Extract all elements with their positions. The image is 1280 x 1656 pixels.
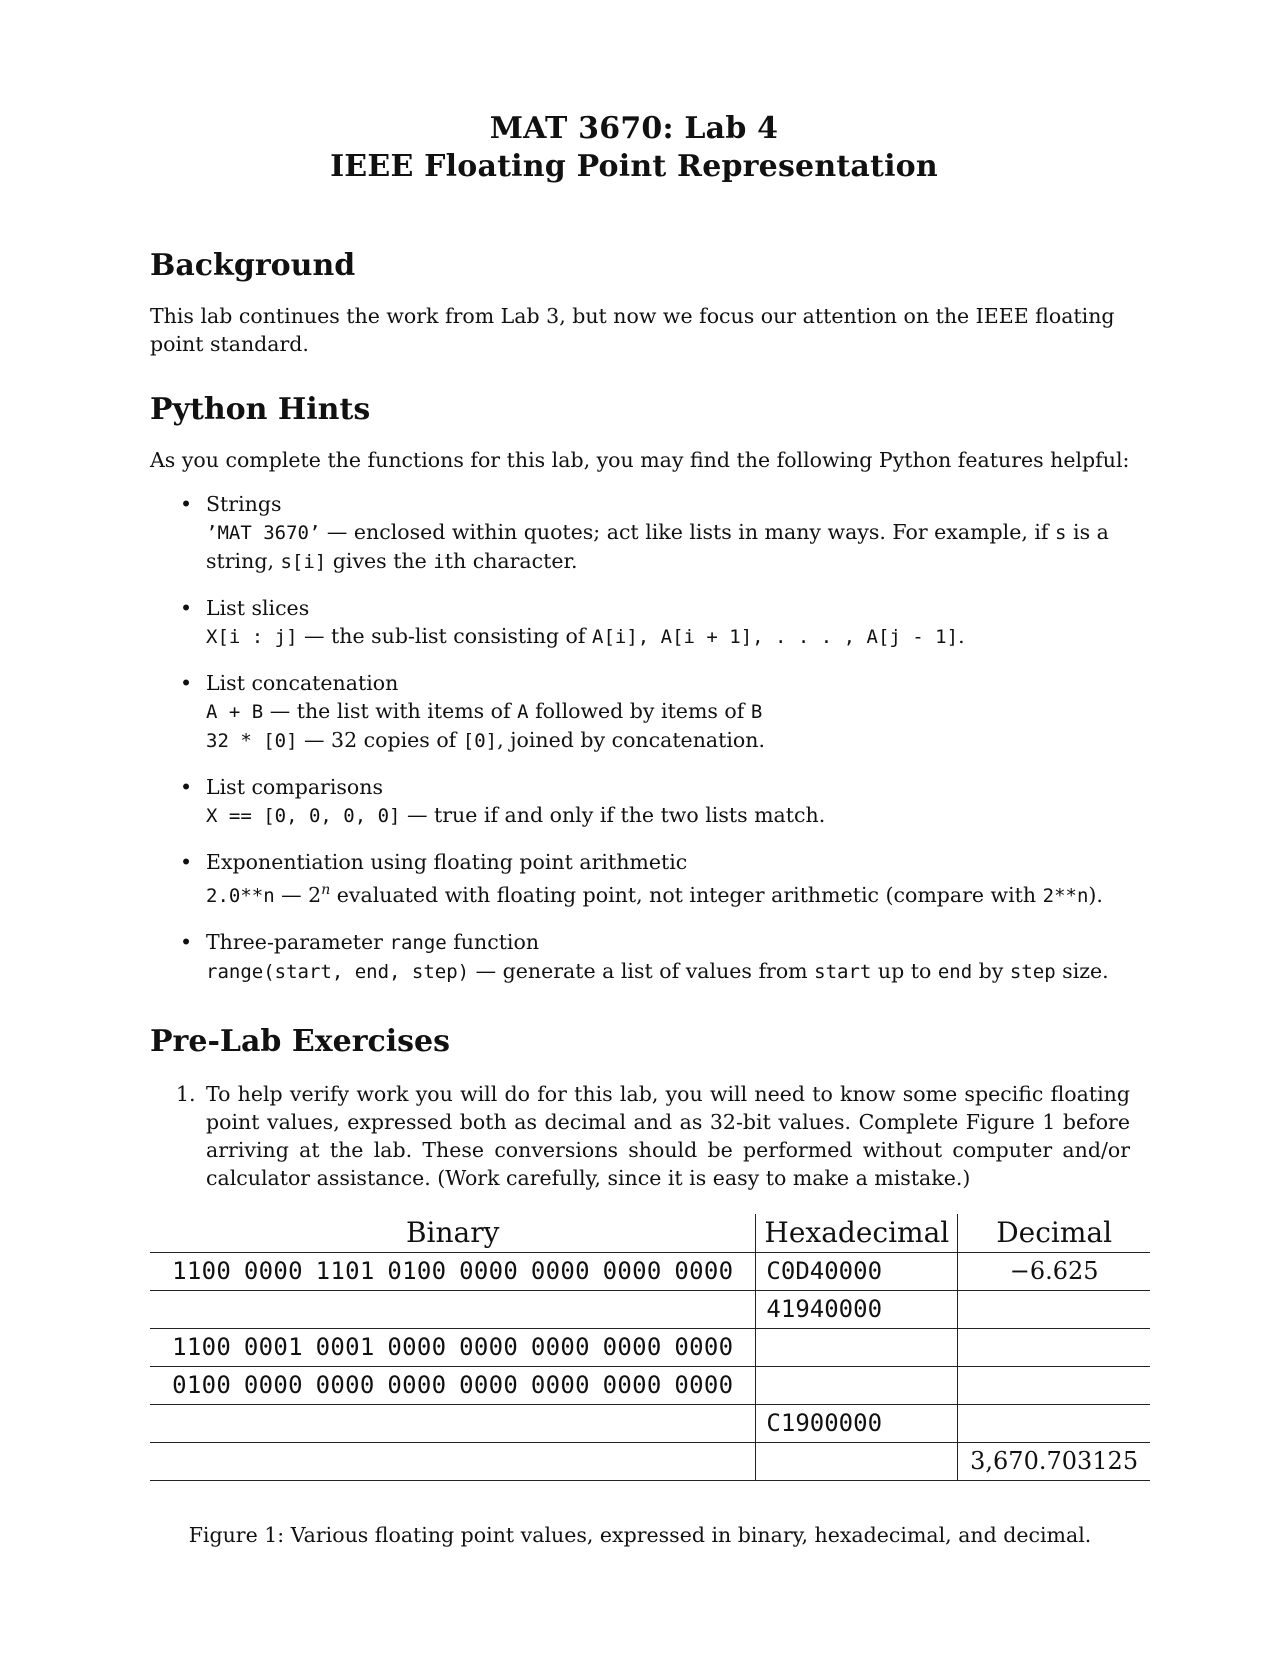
cell-decimal: 3,670.703125 [958, 1442, 1150, 1480]
hint-text: — the list with items of [263, 699, 518, 723]
hint-code: 32 * [0] [206, 730, 298, 752]
list-item [150, 669, 1130, 755]
hint-text: gives the [326, 549, 434, 573]
cell-hex: 41940000 [756, 1290, 958, 1328]
hint-text: ). [1088, 882, 1103, 907]
hint-detail [206, 726, 1130, 755]
python-hints-list [150, 490, 1130, 986]
list-item [150, 490, 1130, 576]
hint-code: [0] [462, 730, 498, 752]
cell-hex: C1900000 [756, 1404, 958, 1442]
cell-decimal [958, 1404, 1150, 1442]
cell-decimal [958, 1290, 1150, 1328]
list-item [150, 594, 1130, 651]
hint-text: — true if and only if the two lists match. [400, 803, 826, 827]
cell-hex: C0D40000 [756, 1252, 958, 1290]
hint-code: A[i], A[i + 1], . . . , A[j - 1] [592, 626, 959, 648]
hint-title-text: function [446, 929, 540, 954]
hint-code: X == [0, 0, 0, 0] [206, 805, 401, 827]
header-binary: Binary [405, 1216, 500, 1250]
hint-superscript: n [321, 882, 331, 898]
hint-text: th character. [444, 549, 578, 573]
cell-hex [756, 1328, 958, 1366]
cell-binary: 1100 0000 1101 0100 0000 0000 0000 0000 [150, 1252, 756, 1290]
table-row [150, 1404, 1150, 1442]
hint-text: evaluated with floating point, not integer arithmetic (compare with [330, 882, 1043, 907]
bullet-icon: • [180, 492, 193, 516]
bullet-icon: • [180, 929, 193, 954]
table-row [150, 1328, 1150, 1366]
hint-code: X[i : j] [206, 626, 298, 648]
table-header-row [150, 1214, 1150, 1253]
hint-code: ’MAT 3670’ [206, 522, 321, 544]
hint-code: step [1009, 960, 1056, 983]
hint-text: — the sub-list consisting of [297, 624, 593, 648]
hint-text: size. [1055, 958, 1109, 983]
hint-code: B [750, 701, 763, 723]
hint-text: — 32 copies of [297, 728, 463, 752]
hint-text: followed by items of [528, 699, 751, 723]
prelab-heading: Pre-Lab Exercises [150, 1023, 451, 1059]
table-row [150, 1442, 1150, 1480]
exercise-text: To help verify work you will do for this lab, you will need to know some specific floating point values, expressed both as decimal and as 32-bit values. Complete Figure 1 before arriving at the lab. These conversions should be performed without computer and/or calculator assistance. (Work carefully, since it is easy to make a mistake.) [206, 1081, 1130, 1190]
hint-detail [206, 697, 1130, 726]
background-heading: Background [150, 248, 356, 283]
background-text: This lab continues the work from Lab 3, but now we focus our attention on the IEEE floating point standard. [150, 304, 1115, 356]
hint-title: List comparisons [206, 775, 383, 799]
cell-binary: 1100 0001 0001 0000 0000 0000 0000 0000 [150, 1328, 756, 1366]
header-hexadecimal: Hexadecimal [756, 1214, 958, 1253]
table-row [150, 1290, 1150, 1328]
hint-code: i [433, 551, 445, 573]
bullet-icon: • [180, 596, 193, 620]
hint-title: List slices [206, 596, 310, 620]
conversion-table [150, 1214, 1150, 1481]
hint-code: range(start, end, step) [206, 960, 470, 983]
hint-code: A [517, 701, 529, 723]
list-item [150, 1080, 1130, 1192]
hint-text: — enclosed within quotes; act like lists in many ways. For example, if [320, 520, 1056, 544]
hint-detail [206, 518, 1130, 576]
bullet-icon: • [180, 775, 193, 799]
hint-text: by [972, 958, 1010, 983]
table-row [150, 1252, 1150, 1290]
hint-code: start [814, 960, 872, 983]
hint-title: Strings [206, 492, 282, 516]
cell-hex [756, 1442, 958, 1480]
hint-text: — 2 [274, 882, 322, 907]
cell-decimal [958, 1328, 1150, 1366]
hint-code: end [937, 960, 973, 983]
hint-title: List concatenation [206, 671, 399, 695]
figure-caption: Figure 1: Various floating point values, expressed in binary, hexadecimal, and decimal. [188, 1522, 1092, 1547]
cell-binary [150, 1290, 756, 1328]
table-row [150, 1366, 1150, 1404]
hint-detail [206, 801, 1130, 830]
cell-binary [150, 1442, 756, 1480]
cell-decimal [958, 1366, 1150, 1404]
hint-detail [206, 957, 1130, 986]
hint-text: up to [871, 958, 938, 983]
exercise-number: 1. [176, 1081, 196, 1106]
document-page [150, 110, 1139, 1547]
hint-code: 2**n [1042, 884, 1089, 907]
cell-binary: 0100 0000 0000 0000 0000 0000 0000 0000 [150, 1366, 756, 1404]
list-item [150, 848, 1130, 910]
hint-code: range [389, 931, 447, 954]
hint-code: s[i] [280, 551, 327, 573]
hint-text: , joined by concatenation. [497, 728, 765, 752]
bullet-icon: • [180, 850, 193, 874]
hint-title-text: Three-parameter [206, 929, 390, 954]
list-item [150, 928, 1130, 986]
title-topic: IEEE Floating Point Representation [330, 149, 938, 184]
hint-text: is a string, [206, 520, 1109, 573]
hint-text: — generate a list of values from [469, 958, 815, 983]
python-hints-intro: As you complete the functions for this lab, you may find the following Python features helpful: [150, 448, 1130, 472]
hint-code: 2.0**n [206, 884, 275, 907]
cell-hex [756, 1366, 958, 1404]
cell-binary [150, 1404, 756, 1442]
title-course-lab: MAT 3670: Lab 4 [489, 111, 779, 146]
python-hints-heading: Python Hints [150, 392, 371, 427]
list-item [150, 773, 1130, 830]
hint-code: s [1055, 522, 1067, 544]
hint-code: A + B [206, 701, 264, 723]
cell-decimal: −6.625 [958, 1252, 1150, 1290]
hint-detail [206, 876, 1130, 910]
title-block [138, 110, 1130, 186]
bullet-icon: • [180, 671, 193, 695]
hint-text: . [958, 624, 965, 648]
header-decimal: Decimal [958, 1214, 1150, 1253]
hint-title [206, 928, 1130, 957]
hint-title: Exponentiation using floating point arithmetic [206, 850, 688, 874]
prelab-exercises [150, 1080, 1130, 1192]
hint-detail [206, 622, 1130, 651]
